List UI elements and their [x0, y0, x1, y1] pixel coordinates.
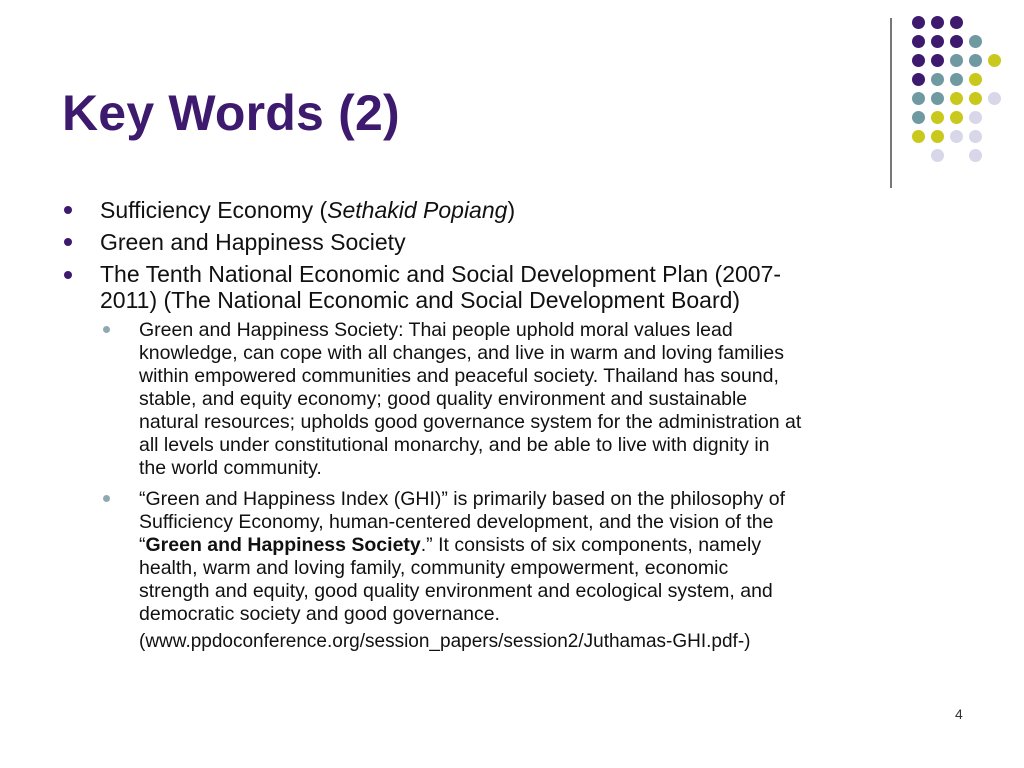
page-number: 4 [955, 706, 963, 722]
sub-bullet-ghi-line: Sufficiency Economy, human-centered development, and the vision of the [139, 511, 774, 533]
line-rest: .” It consists of six components, namely [420, 534, 762, 556]
bullet-text-close: ) [507, 197, 516, 223]
bullet-marker [64, 238, 72, 246]
sub-bullet-marker [103, 326, 110, 333]
bullet-italic-text: Sethakid Popiang [327, 197, 508, 223]
bullet-marker [64, 271, 72, 279]
bullet-sufficiency-economy [100, 196, 515, 224]
quote-open: “ [139, 534, 146, 556]
sub-bullet-definition-line: natural resources; upholds good governance system for the administration at [139, 411, 802, 433]
sub-bullet-definition-line: stable, and equity economy; good quality environment and sustainable [139, 388, 748, 410]
sub-bullet-definition-line: the world community. [139, 457, 322, 479]
sub-bullet-ghi-line: health, warm and loving family, community empowerment, economic [139, 557, 729, 579]
sub-bullet-definition-line: within empowered communities and peaceful society. Thailand has sound, [139, 365, 779, 387]
bold-term: Green and Happiness Society [145, 534, 421, 556]
sub-bullet-ghi-line: “Green and Happiness Index (GHI)” is primarily based on the philosophy of [139, 488, 785, 510]
sub-bullet-ghi-line [139, 534, 761, 557]
bullet-marker [64, 206, 72, 214]
sub-bullet-definition-line: Green and Happiness Society: Thai people uphold moral values lead [139, 319, 733, 341]
bullet-tenth-plan-line1: The Tenth National Economic and Social Development Plan (2007- [100, 261, 782, 287]
bullet-green-happiness-society: Green and Happiness Society [100, 229, 406, 255]
slide-title: Key Words (2) [62, 85, 400, 141]
source-citation: (www.ppdoconference.org/session_papers/session2/Juthamas-GHI.pdf-) [139, 631, 751, 652]
bullet-text: Sufficiency Economy ( [100, 197, 328, 223]
bullet-tenth-plan-line2: 2011) (The National Economic and Social Development Board) [100, 287, 741, 313]
sub-bullet-marker [103, 495, 110, 502]
sub-bullet-definition-line: knowledge, can cope with all changes, and live in warm and loving families [139, 342, 784, 364]
sub-bullet-definition-line: all levels under constitutional monarchy, and be able to live with dignity in [139, 434, 770, 456]
sub-bullet-ghi-line: strength and equity, good quality environment and ecological system, and [139, 580, 773, 602]
sub-bullet-ghi-line: democratic society and good governance. [139, 603, 500, 625]
